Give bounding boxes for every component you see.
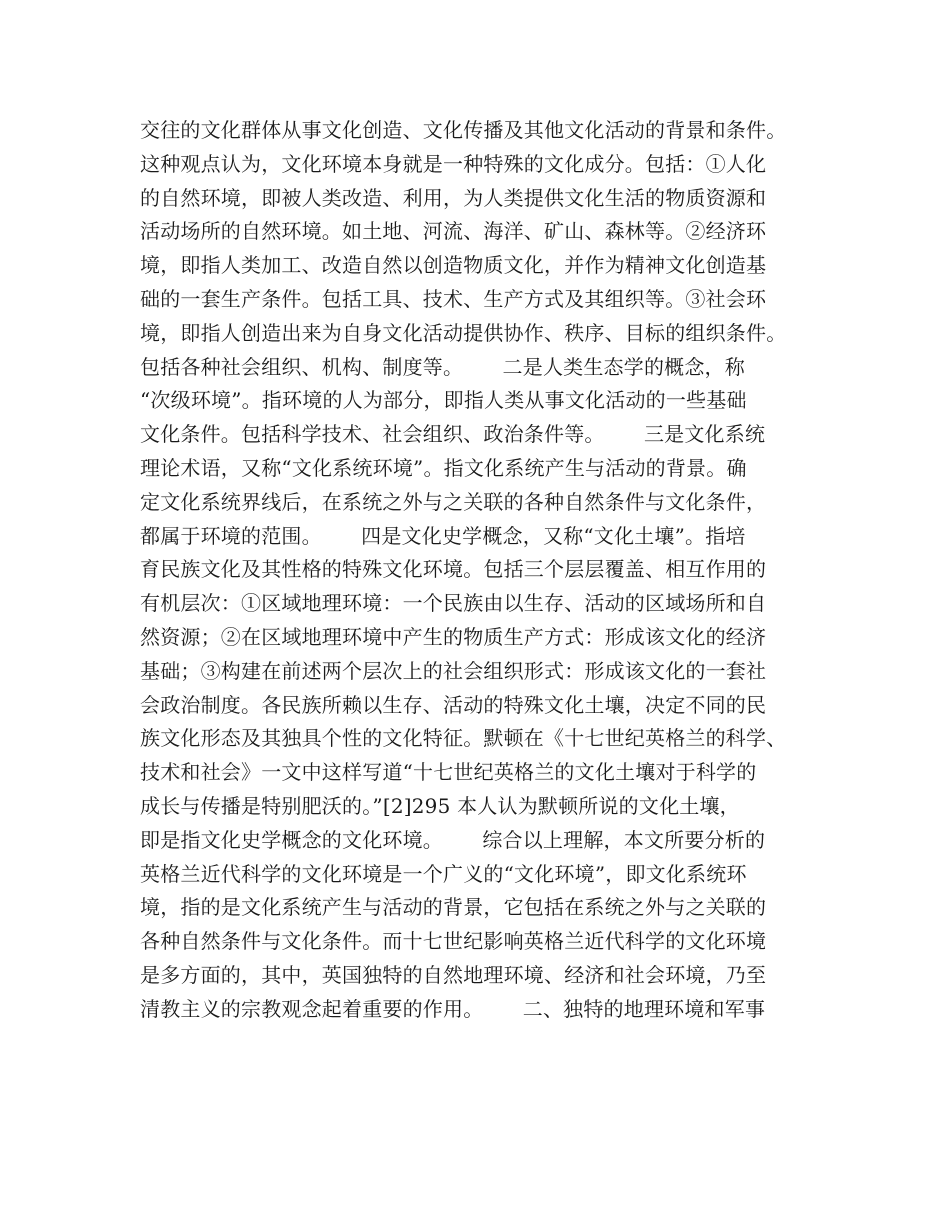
text-line: 成长与传播是特别肥沃的。”[2]295 本人认为默顿所说的文化土壤，	[140, 793, 740, 818]
text-line: 定文化系统界线后，在系统之外与之关联的各种自然条件与文化条件，	[140, 489, 767, 514]
text-line: 是多方面的，其中，英国独特的自然地理环境、经济和社会环境，乃至	[140, 962, 767, 987]
text-line: 然资源；②在区域地理环境中产生的物质生产方式：形成该文化的经济	[140, 624, 767, 649]
text-line: 各种自然条件与文化条件。而十七世纪影响英格兰近代科学的文化环境	[140, 929, 767, 954]
text-line: 基础；③构建在前述两个层次上的社会组织形式：形成该文化的一套社	[140, 658, 767, 683]
text-line: “次级环境”。指环境的人为部分，即指人类从事文化活动的一些基础	[140, 388, 747, 413]
text-line: 这种观点认为，文化环境本身就是一种特殊的文化成分。包括：①人化	[140, 151, 767, 176]
text-line: 境，即指人创造出来为自身文化活动提供协作、秩序、目标的组织条件。	[140, 320, 787, 345]
text-line: 族文化形态及其独具个性的文化特征。默顿在《十七世纪英格兰的科学、	[140, 726, 787, 751]
text-line: 英格兰近代科学的文化环境是一个广义的“文化环境”，即文化系统环	[140, 861, 747, 886]
text-line: 活动场所的自然环境。如土地、河流、海洋、矿山、森林等。②经济环	[140, 219, 767, 244]
text-line: 会政治制度。各民族所赖以生存、活动的特殊文化土壤，决定不同的民	[140, 692, 767, 717]
text-line: 境，指的是文化系统产生与活动的背景，它包括在系统之外与之关联的	[140, 895, 767, 920]
text-line: 即是指文化史学概念的文化环境。 综合以上理解，本文所要分析的	[140, 827, 766, 852]
text-line: 包括各种社会组织、机构、制度等。 二是人类生态学的概念，称	[140, 354, 745, 379]
body-text	[140, 114, 830, 1027]
text-line: 境，即指人类加工、改造自然以创造物质文化，并作为精神文化创造基	[140, 253, 767, 278]
text-line: 育民族文化及其性格的特殊文化环境。包括三个层层覆盖、相互作用的	[140, 557, 767, 582]
text-line: 清教主义的宗教观念起着重要的作用。 二、独特的地理环境和军事	[140, 996, 766, 1021]
text-line: 础的一套生产条件。包括工具、技术、生产方式及其组织等。③社会环	[140, 286, 767, 311]
text-line: 理论术语，又称“文化系统环境”。指文化系统产生与活动的背景。确	[140, 455, 747, 480]
text-line: 的自然环境，即被人类改造、利用，为人类提供文化生活的物质资源和	[140, 185, 767, 210]
text-line: 有机层次：①区域地理环境：一个民族由以生存、活动的区域场所和自	[140, 591, 767, 616]
text-line: 都属于环境的范围。 四是文化史学概念，又称“文化土壤”。指培	[140, 523, 746, 548]
text-line: 交往的文化群体从事文化创造、文化传播及其他文化活动的背景和条件。	[140, 118, 787, 142]
text-line: 文化条件。包括科学技术、社会组织、政治条件等。 三是文化系统	[140, 422, 766, 447]
text-line: 技术和社会》一文中这样写道“十七世纪英格兰的文化土壤对于科学的	[140, 760, 757, 785]
